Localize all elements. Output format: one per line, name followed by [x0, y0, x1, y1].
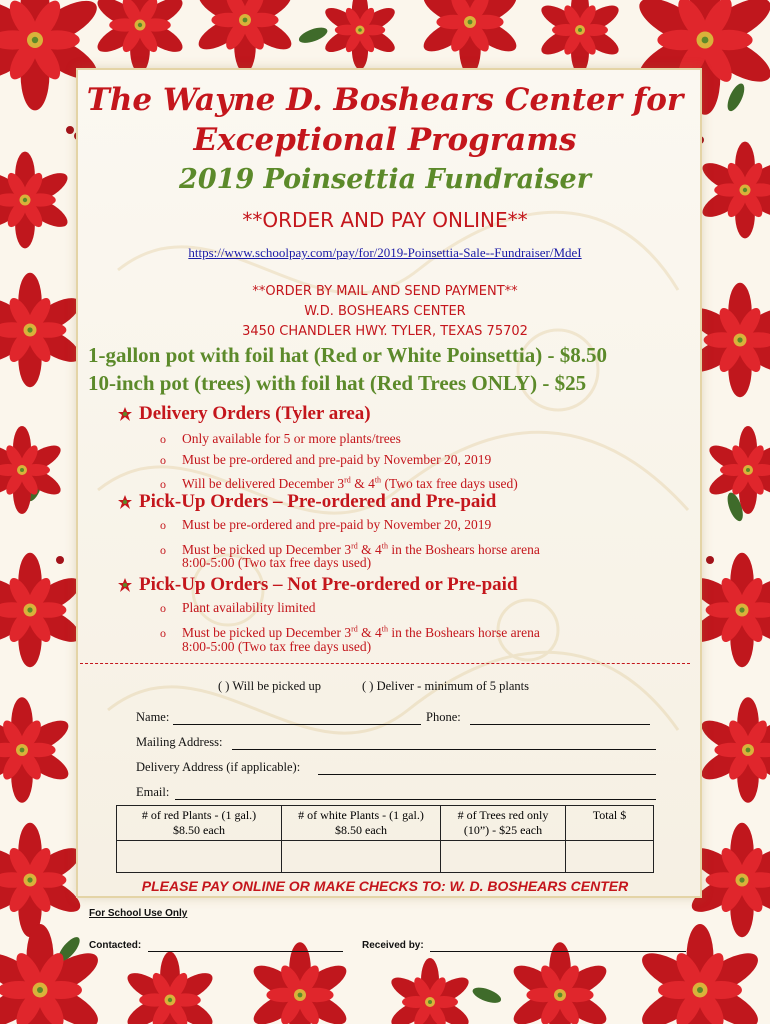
total-input[interactable] — [566, 841, 654, 873]
school-use-label: For School Use Only — [89, 908, 188, 919]
price-tree-pot: 10-inch pot (trees) with foil hat (Red Trees ONLY) - $25 — [88, 371, 587, 395]
section-delivery-orders — [117, 403, 371, 425]
poinsettia-bullet-icon — [117, 494, 133, 510]
schoolpay-link[interactable]: https://www.schoolpay.com/pay/for/2019-Poinsettia-Sale--Fundraiser/MdeI — [188, 245, 582, 260]
mail-order-line1: **ORDER BY MAIL AND SEND PAYMENT** — [252, 284, 518, 299]
list-item-continuation: 8:00-5:00 (Two tax free days used) — [182, 639, 372, 654]
payment-instructions: PLEASE PAY ONLINE OR MAKE CHECKS TO: W. D. BOSHEARS CENTER — [141, 878, 629, 894]
received-by-field[interactable] — [430, 951, 686, 952]
delivery-address-field[interactable] — [318, 774, 656, 775]
contacted-label: Contacted: — [89, 940, 142, 951]
trees-input[interactable] — [441, 841, 566, 873]
deliver-option[interactable]: ( ) Deliver - minimum of 5 plants — [362, 679, 529, 693]
pickup-option[interactable]: ( ) Will be picked up — [218, 679, 322, 693]
center-title-line2: Exceptional Programs — [193, 122, 577, 158]
fundraiser-subtitle: 2019 Poinsettia Fundraiser — [179, 164, 591, 195]
red-plants-input[interactable] — [117, 841, 282, 873]
mail-order-line3: 3450 CHANDLER HWY. TYLER, TEXAS 75702 — [242, 324, 528, 339]
header-total: Total $ — [566, 806, 654, 841]
list-item: o Plant availability limited — [160, 600, 316, 615]
phone-field[interactable] — [470, 724, 650, 725]
order-table — [116, 805, 654, 873]
name-label: Name: — [136, 710, 170, 724]
list-item: o Must be pre-ordered and pre-paid by November 20, 2019 — [160, 517, 492, 532]
poinsettia-bullet-icon — [117, 577, 133, 593]
white-plants-input[interactable] — [282, 841, 441, 873]
phone-label: Phone: — [426, 710, 461, 724]
list-item: o Only available for 5 or more plants/trees — [160, 431, 401, 446]
header-trees: # of Trees red only (10”) - $25 each — [441, 806, 566, 841]
list-item: o Must be picked up December 3rd & 4th in the Boshears horse arena — [160, 541, 540, 557]
header-white-plants: # of white Plants - (1 gal.) $8.50 each — [282, 806, 441, 841]
section-heading: Delivery Orders (Tyler area) — [139, 403, 371, 424]
cut-line — [80, 663, 690, 664]
section-heading: Pick-Up Orders – Not Pre-ordered or Pre-paid — [139, 574, 518, 595]
list-item: o Must be pre-ordered and pre-paid by November 20, 2019 — [160, 452, 492, 467]
price-gallon-pot: 1-gallon pot with foil hat (Red or White Poinsettia) - $8.50 — [88, 343, 607, 367]
list-item-continuation: 8:00-5:00 (Two tax free days used) — [182, 555, 372, 570]
email-label: Email: — [136, 785, 170, 799]
received-by-label: Received by: — [362, 940, 424, 951]
list-item: o Will be delivered December 3rd & 4th (Two tax free days used) — [160, 475, 518, 491]
center-title-line1: The Wayne D. Boshears Center for — [86, 82, 684, 118]
mailing-address-field[interactable] — [232, 749, 656, 750]
header-red-plants: # of red Plants - (1 gal.) $8.50 each — [117, 806, 282, 841]
list-item: o Must be picked up December 3rd & 4th in the Boshears horse arena — [160, 624, 540, 640]
mail-order-line2: W.D. BOSHEARS CENTER — [304, 304, 466, 319]
order-online-heading: **ORDER AND PAY ONLINE** — [242, 208, 528, 232]
mailing-address-label: Mailing Address: — [136, 735, 223, 749]
contacted-field[interactable] — [148, 951, 343, 952]
section-pickup-not-prepaid — [117, 574, 518, 596]
poinsettia-bullet-icon — [117, 406, 133, 422]
delivery-address-label: Delivery Address (if applicable): — [136, 760, 301, 774]
email-field[interactable] — [175, 799, 656, 800]
name-field[interactable] — [173, 724, 421, 725]
section-heading: Pick-Up Orders – Pre-ordered and Pre-paid — [139, 491, 497, 512]
section-pickup-prepaid — [117, 491, 496, 513]
